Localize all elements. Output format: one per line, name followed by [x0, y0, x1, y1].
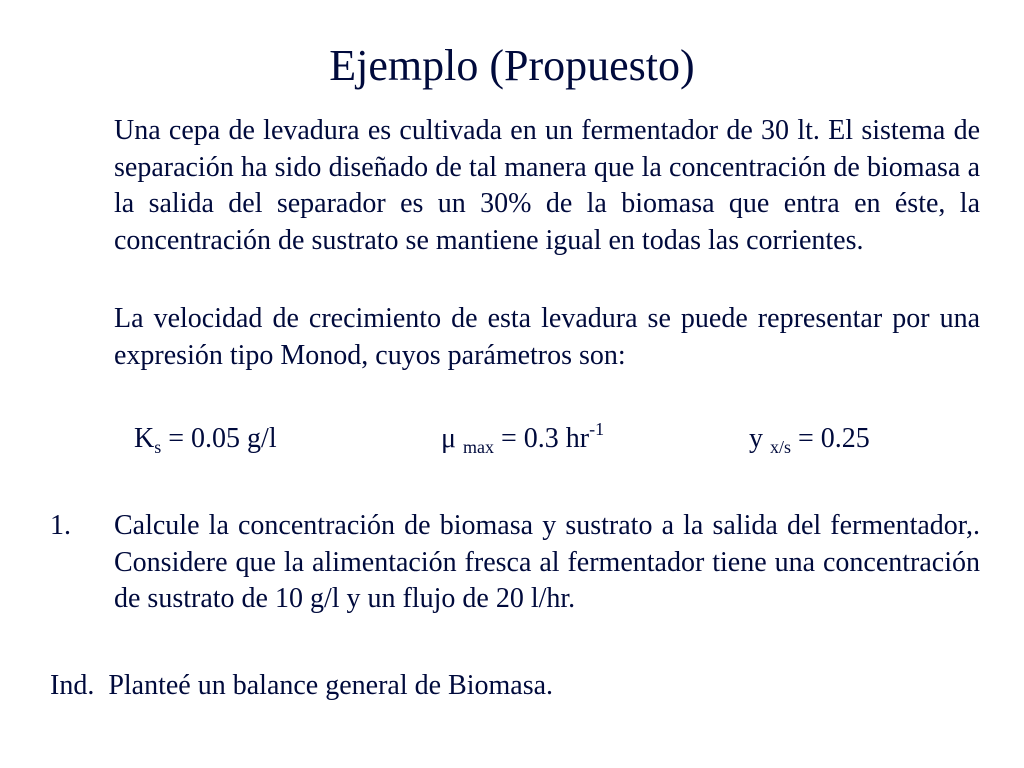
mu-symbol: μ [441, 423, 457, 454]
problem-statement-paragraph: Una cepa de levadura es cultivada en un fermentador de 30 lt. El sistema de separación ha sido diseñado de tal manera que la concentración de biomasa a la salida del separador es un 30% de la biomasa que entra en éste, la concentración de sustrato se mantiene igual en todas las corrientes. [114, 115, 980, 256]
mu-value: = 0.3 hr [494, 423, 590, 454]
yxs-subscript: x/s [770, 437, 792, 457]
yxs-value: = 0.25 [791, 423, 870, 454]
ks-value: = 0.05 g/l [161, 423, 277, 454]
parameter-row [0, 421, 1024, 461]
parameter-ks [134, 421, 277, 459]
hint-text: Ind. Planteé un balance general de Biomasa. [50, 670, 554, 701]
yxs-symbol: y [749, 423, 763, 454]
mu-subscript: max [463, 437, 495, 457]
growth-rate-paragraph: La velocidad de crecimiento de esta levadura se puede representar por una expresión tipo Monod, cuyos parámetros son: [114, 303, 980, 371]
question-number: 1. [50, 510, 71, 541]
ks-symbol: K [134, 423, 155, 454]
slide-title: Ejemplo (Propuesto) [329, 41, 695, 90]
mu-superscript: -1 [589, 419, 605, 439]
question-text: Calcule la concentración de biomasa y sustrato a la salida del fermentador,. Considere que la alimentación fresca al fermentador tiene una concentración de sustrato de 10 g/l y un flujo de 20 l/hr. [114, 510, 980, 614]
parameter-mu-max [441, 421, 604, 459]
parameter-yield [749, 421, 870, 459]
ks-subscript: s [154, 437, 162, 457]
